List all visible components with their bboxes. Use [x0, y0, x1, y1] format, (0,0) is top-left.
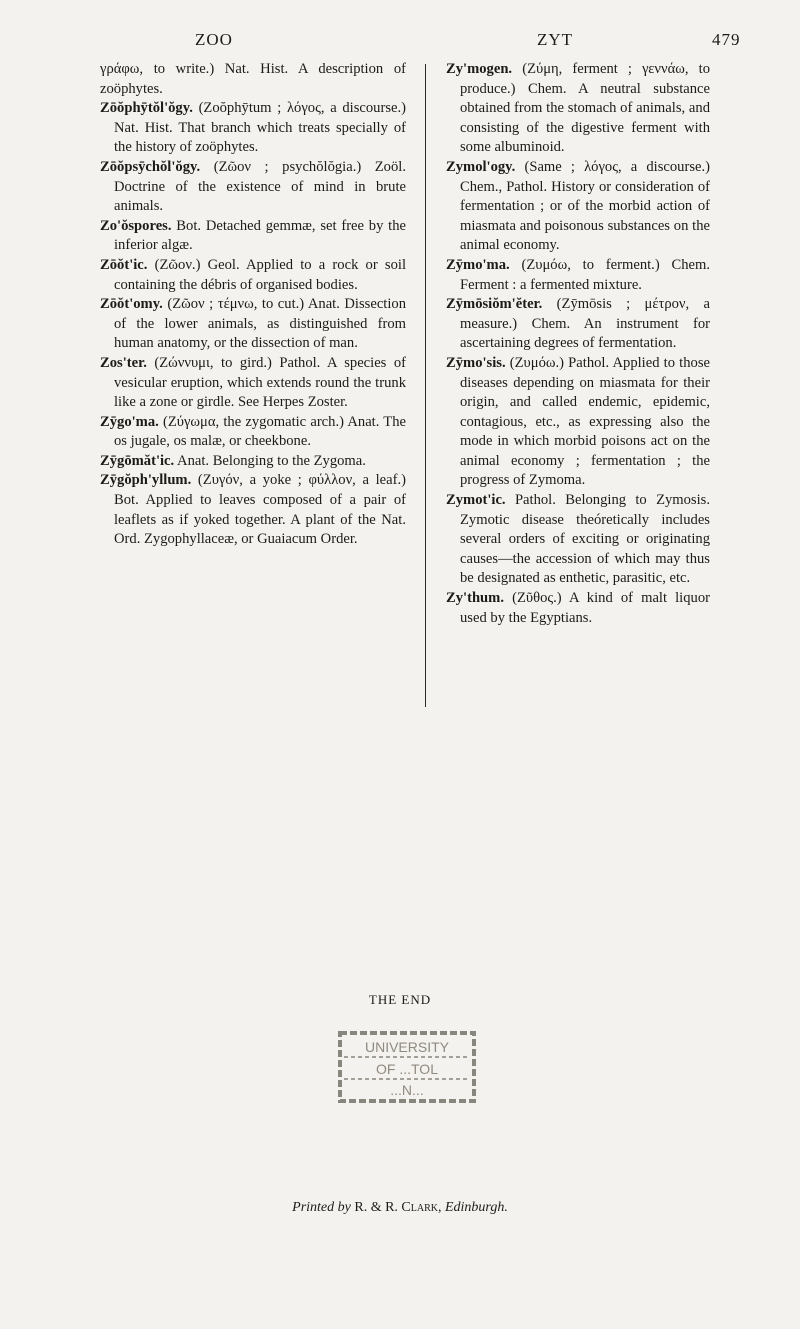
- definition: (Ζυμόω.) Pathol. Applied to those diseases depending on miasmata for their origin, and called endemic, epidemic, contagious, etc., as expressing also the mode in which morbid poisons act on the animal economy ; fermentation ; the progress of Zymoma.: [460, 354, 710, 489]
- the-end-label: THE END: [368, 992, 432, 1007]
- definition: (Ζύγωμα, the zygomatic arch.) Anat. The os jugale, os malæ, or cheekbone.: [114, 413, 406, 450]
- library-stamp: [336, 1027, 478, 1107]
- stamp-line-3: ...N...: [390, 1082, 424, 1098]
- headword: Zo'ŏspores.: [100, 217, 172, 234]
- running-header: [0, 30, 800, 56]
- entry-continuation: γράφω, to write.) Nat. Hist. A description of zoöphytes.: [100, 61, 406, 97]
- imprint-place: Edinburgh.: [444, 1200, 508, 1215]
- headword: Zȳmo'sis.: [446, 354, 506, 371]
- headword: Zōŏt'ic.: [100, 256, 148, 273]
- definition: (Ζῶον.) Geol. Applied to a rock or soil containing the débris of organised bodies.: [114, 256, 406, 293]
- headword: Zōŏpsȳchŏl'ŏgy.: [100, 158, 201, 175]
- definition: Pathol. Belonging to Zymosis. Zymotic disease theóretically includes several orders of exciting or originating causes—the accession of which may thus be designated as enthetic, parasitic, etc.: [460, 492, 710, 587]
- imprint-prefix: Printed by: [292, 1200, 351, 1215]
- entry-zymoma: [446, 256, 710, 295]
- headword: Zȳgōmăt'ic.: [100, 452, 175, 469]
- definition: (Zȳmōsis ; μέτρον, a measure.) Chem. An instrument for ascertaining degrees of fermentation.: [460, 296, 710, 352]
- stamp-line-1: UNIVERSITY: [364, 1039, 450, 1055]
- definition: Bot. Detached gemmæ, set free by the inferior algæ.: [114, 217, 407, 254]
- definition: (Ζῦθος.) A kind of malt liquor used by the Egyptians.: [460, 590, 710, 626]
- imprint-name: R. & R. Clark,: [354, 1200, 442, 1215]
- entry-zygoma: [100, 413, 406, 452]
- definition: (Ζυγόν, a yoke ; φύλλον, a leaf.) Bot. Applied to leaves composed of a pair of leaflets as if yoked together. A plant of the Nat. Ord. Zygophyllaceæ, or Guaiacum Order.: [114, 472, 406, 548]
- entry-zoster: [100, 354, 406, 413]
- headword: Zōŏt'omy.: [100, 296, 163, 313]
- headword: Zȳmo'ma.: [446, 256, 510, 273]
- entry-zootic: [100, 256, 406, 295]
- entry-zymology: [446, 158, 710, 256]
- headword: Zy'mogen.: [446, 61, 513, 77]
- definition: (Ζώννυμι, to gird.) Pathol. A species of vesicular eruption, which extends round the trunk like a zone or girdle. See Herpes Zoster.: [114, 354, 406, 411]
- entry-zygophyllum: [100, 471, 406, 549]
- entry-zymosis: [446, 354, 710, 491]
- entry-zootomy: [100, 295, 406, 354]
- entry-zoopsychology: [100, 158, 406, 217]
- definition: (Same ; λόγος, a discourse.) Chem., Pathol. History or consideration of fermentation ; or of the morbid action of miasmata and poisonous substances on the animal economy.: [460, 158, 710, 254]
- headword: Zōŏphȳtŏl'ŏgy.: [100, 100, 193, 117]
- entry-zoospores: [100, 217, 406, 256]
- headword: Zy'thum.: [446, 590, 504, 607]
- headword: Zos'ter.: [100, 354, 147, 371]
- column-divider: [425, 64, 426, 707]
- left-column: [100, 60, 406, 550]
- entry-zymotic: [446, 491, 710, 589]
- entry-zythum: [446, 589, 710, 628]
- definition: (Ζυμόω, to ferment.) Chem. Ferment : a fermented mixture.: [460, 256, 710, 293]
- definition: (Zoŏphȳtum ; λόγος, a discourse.) Nat. Hist. That branch which treats specially of the history of zoöphytes.: [114, 100, 406, 156]
- headword: Zȳgŏph'yllum.: [100, 472, 192, 489]
- headword: Zymol'ogy.: [446, 158, 516, 175]
- definition: (Ζῶον ; τέμνω, to cut.) Anat. Dissection of the lower animals, as distinguished from human anatomy, or the dissection of man.: [114, 296, 406, 352]
- entry-zymosimeter: [446, 295, 710, 354]
- entry-zygomatic: [100, 452, 406, 472]
- printer-imprint: [0, 1200, 800, 1216]
- header-right-guide-word: ZYT: [537, 30, 574, 49]
- entry-zoophytology: [100, 99, 406, 158]
- definition: Anat. Belonging to the Zygoma.: [177, 452, 366, 469]
- headword: Zymot'ic.: [446, 492, 506, 509]
- page-number: 479: [712, 30, 741, 49]
- stamp-line-2: OF ...TOL: [376, 1061, 438, 1077]
- definition: (Ζύμη, ferment ; γεννάω, to produce.) Chem. A neutral substance obtained from the stomach of animals, and consisting of the digestive ferment with some albuminoid.: [460, 61, 710, 156]
- definition: (Ζῶον ; psychŏlŏgia.) Zoöl. Doctrine of the existence of mind in brute animals.: [114, 158, 406, 215]
- right-column: [446, 60, 710, 628]
- header-left-guide-word: ZOO: [195, 30, 233, 49]
- entry-zymogen: [446, 60, 710, 158]
- headword: Zȳgo'ma.: [100, 413, 159, 430]
- headword: Zȳmōsiŏm'ĕter.: [446, 296, 543, 313]
